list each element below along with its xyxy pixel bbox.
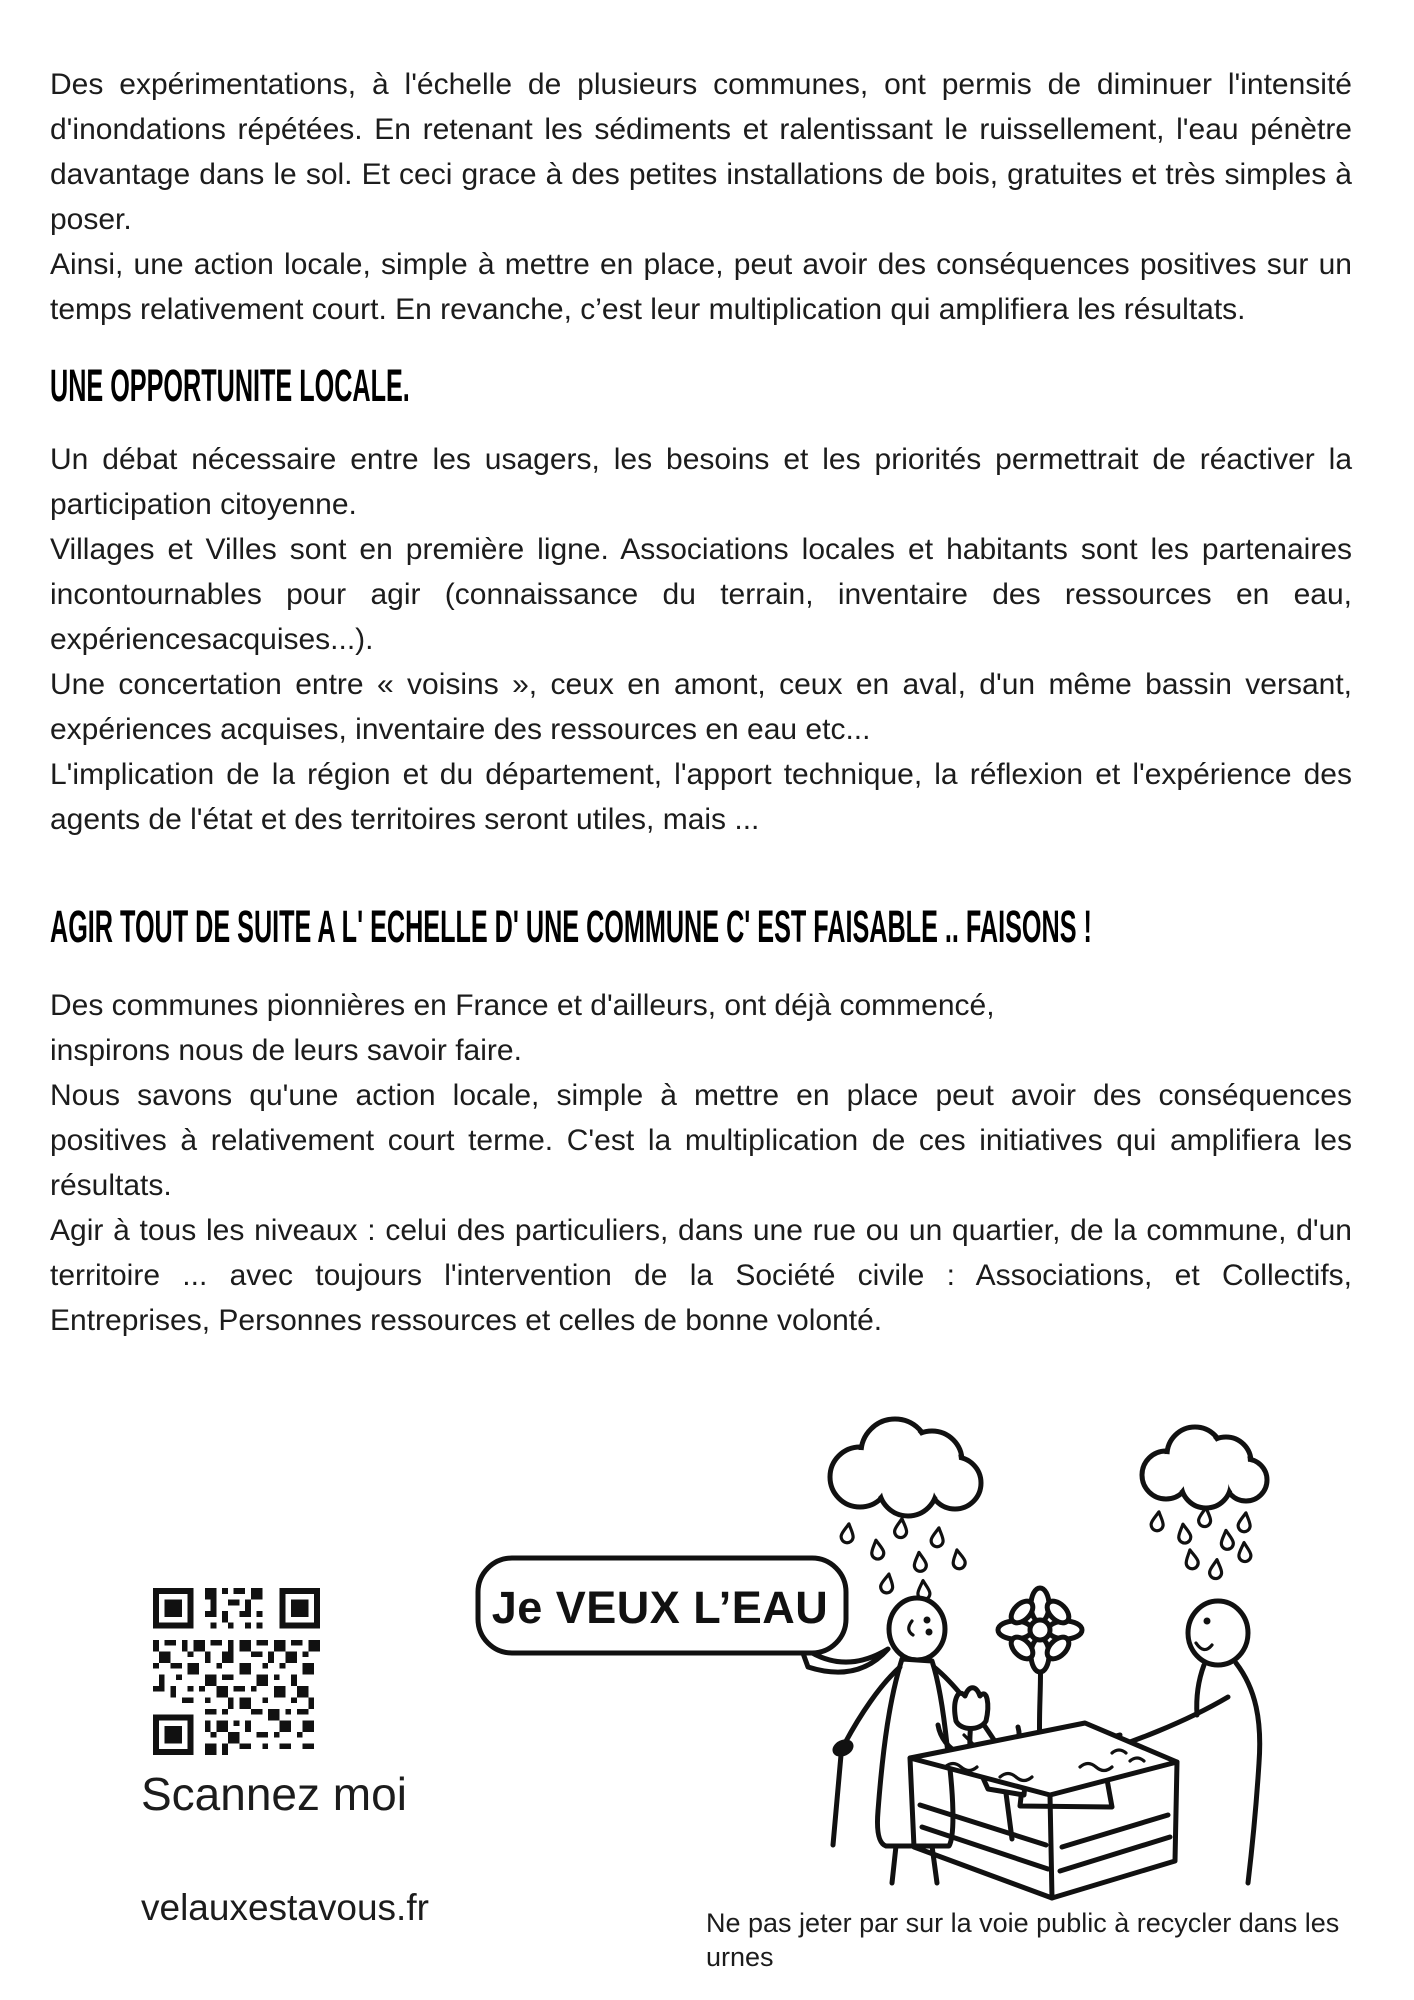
opportunite-paragraph-2: Villages et Villes sont en première ligne. Associations locales et habitants sont les partenaires incontournables pour agir (connaissance du terrain, inventaire des ressources en eau, expériencesacquises...).: [50, 533, 1352, 656]
website-text: velauxestavous.fr: [141, 1887, 429, 1928]
qr-finder-top-left: [153, 1588, 193, 1628]
agir-block: [50, 983, 1352, 1343]
qr-caption: Scannez moi: [141, 1768, 407, 1820]
heading-opportunite-locale: UNE OPPORTUNITE LOCALE.: [50, 360, 410, 411]
opportunite-paragraph-1: Un débat nécessaire entre les usagers, les besoins et les priorités permettrait de réactiver la participation citoyenne.: [50, 443, 1352, 521]
intro-block: [50, 62, 1352, 332]
rain-cloud-left: [830, 1419, 981, 1600]
intro-paragraph-2: Ainsi, une action locale, simple à mettre en place, peut avoir des conséquences positives sur un temps relativement court. En revanche, c’est leur multiplication qui amplifiera les résultats.: [50, 248, 1352, 326]
intro-paragraph-1: Des expérimentations, à l'échelle de plusieurs communes, ont permis de diminuer l'intensité d'inondations répétées. En retenant les sédiments et ralentissant le ruissellement, l'eau pénètre davantage dans le sol. Et ceci grace à des petites installations de bois, gratuites et très simples à poser.: [50, 68, 1352, 236]
opportunite-paragraph-4: L'implication de la région et du département, l'apport technique, la réflexion et l'expérience des agents de l'état et des territoires seront utiles, mais ...: [50, 758, 1352, 836]
agir-paragraph-3: Agir à tous les niveaux : celui des particuliers, dans une rue ou un quartier, de la commune, d'un territoire ... avec toujours l'intervention de la Société civile : Associations, et Collectifs, Entreprises, Personnes ressources et celles de bonne volonté.: [50, 1214, 1352, 1337]
qr-code-image: [153, 1588, 320, 1755]
opportunite-block: [50, 437, 1352, 842]
watering-illustration: [440, 1415, 1300, 1920]
daisy-flower: [998, 1588, 1082, 1672]
speech-bubble-text: Je VEUX L’EAU: [491, 1582, 829, 1633]
heading-agir-tout-de-suite: AGIR TOUT DE SUITE A L' ECHELLE D' UNE COMMUNE C' EST FAISABLE .. FAISONS !: [50, 901, 1092, 952]
raindrops-left: [840, 1518, 966, 1600]
rain-cloud-right: [1142, 1427, 1267, 1579]
agir-paragraph-1-line-1: Des communes pionnières en France et d'ailleurs, ont déjà commencé,: [50, 989, 995, 1022]
raindrops-right: [1150, 1507, 1252, 1579]
agir-paragraph-1-line-2: inspirons nous de leurs savoir faire.: [50, 1034, 522, 1067]
disclaimer-text: Ne pas jeter par sur la voie public à recycler dans les urnes: [706, 1908, 1340, 1972]
agir-paragraph-2: Nous savons qu'une action locale, simple à mettre en place peut avoir des conséquences positives à relativement court terme. C'est la multiplication de ces initiatives qui amplifiera les résultats.: [50, 1079, 1352, 1202]
qr-finder-top-right: [280, 1588, 320, 1628]
speech-bubble: [478, 1558, 888, 1672]
planter-box: [910, 1588, 1177, 1898]
qr-finder-bottom-left: [153, 1715, 193, 1755]
main-text-column: [50, 62, 1352, 1343]
opportunite-paragraph-3: Une concertation entre « voisins », ceux en amont, ceux en aval, d'un même bassin versant, expériences acquises, inventaire des ressources en eau etc...: [50, 668, 1352, 746]
